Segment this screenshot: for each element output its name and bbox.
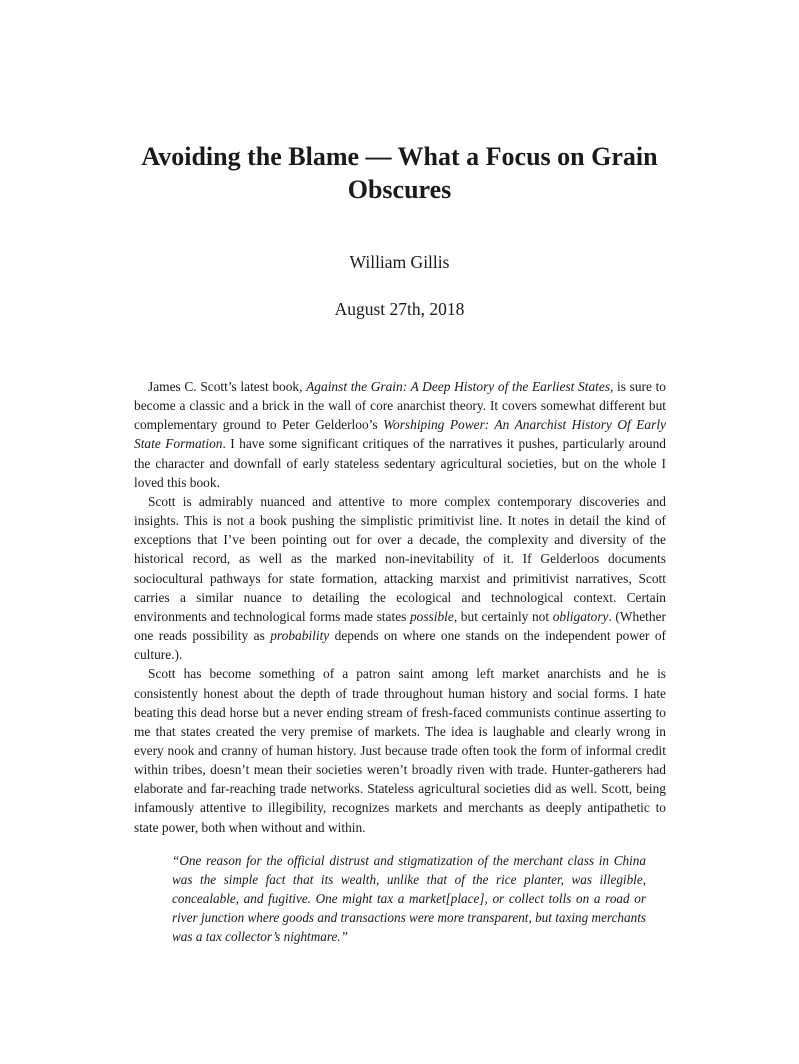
document-body [134,377,666,947]
paragraph-3-text-1: Scott has become something of a patron saint among left market anarchists and he is consistently honest about the depth of trade throughout human history and social forms. I hate beating this dead horse but a never ending stream of fresh-faced communists continue asserting to me that states created the very premise of markets. The idea is laughable and clearly wrong in every nook and cranny of human history. Just because trade often took the form of informal credit within tribes, doesn’t mean their societies weren’t broadly riven with trade. Hunter-gatherers had elaborate and far-reaching trade networks. Stateless agricultural societies did as well. Scott, being infamously attentive to illegibility, recognizes markets and merchants as deeply antipathetic to state power, both when without and within. [134,666,666,835]
document-author: William Gillis [349,252,450,272]
paragraph-1-text-1: James C. Scott’s latest book, [148,379,307,394]
paragraph-1-text-3: . I have some significant critiques of the narratives it pushes, particularly around the character and downfall of early stateless sedentary agricultural societies, but on the whole I loved this book. [134,436,666,490]
paragraph-1 [134,377,666,492]
document-title: Avoiding the Blame — What a Focus on Grain Obscures [141,142,658,204]
paragraph-1-text-2: , is sure to become a classic and a brick in the wall of core anarchist theory. It covers somewhat different but complementary ground to Peter Gelderloo’s [134,379,666,433]
paragraph-3 [134,664,666,836]
document-date: August 27th, 2018 [334,299,465,319]
paragraph-2-text-1: Scott is admirably nuanced and attentive to more complex contemporary discoveries and insights. This is not a book pushing the simplistic primitivist line. It notes in detail the kind of exceptions that I’ve been pointing out for over a decade, the complexity and diversity of the historical record, as well as the marked non-inevitability of it. If Gelderloos documents sociocultural pathways for state formation, attacking marxist and primitivist narratives, Scott carries a similar nuance to detailing the ecological and technological context. Certain environments and technological forms made states [134,493,666,624]
paragraph-2 [134,492,666,664]
paragraph-2-text-3: . (Whether one reads possibility as [134,608,666,644]
block-quote: “One reason for the official distrust and stigmatization of the merchant class in China was the simple fact that its wealth, unlike that of the rice planter, was illegible, concealable, and fugitive. One might tax a market[place], or collect tolls on a road or river junction where goods and transactions were more transparent, but taxing merchants was a tax collector’s nightmare.” [172,852,646,945]
emphasis-possible: possible [409,608,454,624]
book-title-worshiping-power: Worshiping Power: An Anarchist History Of Early State Formation [134,417,666,452]
emphasis-probability: probability [270,628,330,644]
paragraph-2-text-2: , but certainly not [453,608,553,624]
book-title-against-the-grain: Against the Grain: A Deep History of the Earliest States [306,379,611,394]
paragraph-2-text-4: depends on where one stands on the independent power of culture.). [134,628,666,663]
emphasis-obligatory: obligatory [552,608,609,624]
